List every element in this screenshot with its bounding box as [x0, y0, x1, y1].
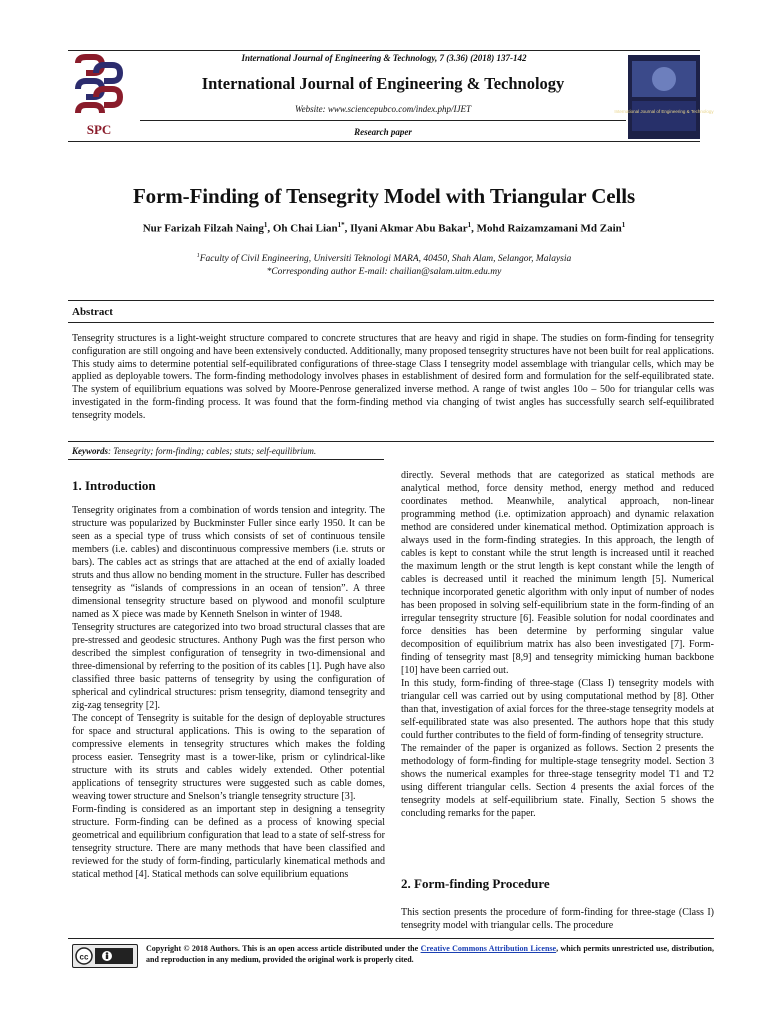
right-column	[401, 469, 714, 820]
spc-logo-icon	[68, 55, 130, 137]
abstract-heading: Abstract	[72, 306, 113, 318]
paragraph: This section presents the procedure of form-finding for three-stage (Class I) tensegrity model with triangular cells. The procedure	[401, 907, 714, 931]
license-link[interactable]: Creative Commons Attribution License	[420, 944, 557, 953]
keywords-bottom-rule	[68, 459, 384, 460]
keywords-text: : Tensegrity; form-finding; cables; stuts; self-equilibrium.	[108, 446, 317, 456]
affiliation: $^1$Faculty of Civil Engineering, Universiti Teknologi MARA, 40450, Shah Alam, Selangor, Malaysia *Corresponding author E-mail: chailian@salam.uitm.edu.my	[0, 250, 768, 279]
author-list: Nur Farizah Filzah Naing$^1$, Oh Chai Lian$^{1*}$, Ilyani Akmar Abu Bakar$^1$, Mohd Raizamzamani Md Zain$^1$	[142, 221, 626, 235]
cc-by-license-icon[interactable]	[72, 944, 138, 968]
journal-citation: International Journal of Engineering & Technology, 7 (3.36) (2018) 137-142	[241, 53, 527, 63]
header-inner-rule	[140, 120, 626, 121]
svg-text:SPC: SPC	[86, 122, 112, 137]
affiliation-text: Faculty of Civil Engineering, Universiti Teknologi MARA, 40450, Shah Alam, Selangor, Malaysia	[199, 254, 572, 265]
author-name: Mohd Raizamzamani Md Zain	[476, 222, 622, 235]
paragraph: Tensegrity originates from a combination of words tension and integrity. The structure was popularized by Buckminster Fuller since early 1950. It can be seen as a special type of truss which consists of set of continuous tensile members (i.e. cables) and discontinuous compressive members (i.e. struts or bars). The cables act as strings that are attached at the end of axially loaded struts and thus allow no bending moment in the structure. Fuller has described tensegrity as “islands of compressions in an ocean of tension”. A three dimensional tensegrity structure based on plywood and monofil sculpture named as X piece was made by Kenneth Snelson in winter of 1948.	[72, 505, 385, 620]
keywords-top-rule	[68, 441, 714, 442]
keywords	[72, 446, 714, 456]
svg-text:cc: cc	[79, 952, 89, 962]
paragraph: directly. Several methods that are categorized as statical methods are analytical method, force density method, energy method and reduced coordinates method. Meanwhile, analytical approach, non-linear programming method (i.e. optimization approach) and dynamic relaxation method are considered under kinematical method. Optimization approach is always used in the form-finding strategies. In this approach, the length of cables is kept to constant while the strut length is increased until it reached the maximum length or the strut length is kept constant while the length of cables is decreased until it reached the minimum length [5]. Numerical technique incorporated genetic algorithm with only input of number of nodes has been proposed in solving self-equilibrium state in the form-finding of an irregular tensegrity structure [6]. Feasible solution for nodal coordinates and force densities has been determine by performing singular value decomposition of equilibrium matrix has also been investigated [7]. Form-finding of tensegrity mast [8,9] and tensegrity mimicking human backbone [10] have been carried out.	[401, 470, 714, 676]
paragraph: The concept of Tensegrity is suitable for the design of deployable structures for space and structural applications. This is owing to the separation of compressive elements in tensegrity structures which makes the folding process easier. Tensegrity mast is a tower-like, prism or cylindrical-like structure with its struts and cables widely extended. Other potential applications of tensegrity structures were suggested such as cable domes, weaving tower structure and Snelson’s triangle tensegrity structure [3].	[72, 713, 385, 802]
author-name: Ilyani Akmar Abu Bakar	[350, 222, 468, 235]
paragraph: The remainder of the paper is organized as follows. Section 2 presents the methodology of form-finding for multiple-stage tensegrity model. Section 3 shows the numerical examples for three-stage tensegrity model T1 and T2 using different triangular cells. Section 4 presents the axial forces of the tensegrity models at self-equilibrium state. Finally, Section 5 shows the concluding remarks for the paper.	[401, 743, 714, 819]
abstract-text: Tensegrity structures is a light-weight structure compared to concrete structures that are heavy and rigid in shape. The studies on form-finding for tensegrity configuration are still ongoing and have been extensively conducted. Additionally, many proposed tensegrity structures have not been built for real applications. This study aims to determine potential self-equilibrated configurations of three-stage Class I tensegrity model assemblage with triangular cells, which may be applied as deployable towers. The form-finding methodology involves phases in establishment of desired form and formulation for the self-equilibrated state. The system of equilibrium equations was solved by Moore-Penrose generalized inverse method. A range of twist angles 10o – 50o for triangular cells was investigated in the form-finding process. It was found that the form-finding method via changing of twist angles has successfully search self-equilibrated tensegrity models.	[72, 333, 714, 421]
keywords-label: Keywords	[72, 446, 108, 456]
svg-text:International Journal of Engin: International Journal of Engineering & Technology	[614, 109, 714, 114]
author-name: Nur Farizah Filzah Naing	[142, 222, 264, 235]
section2-paragraph	[401, 906, 714, 932]
journal-website[interactable]: Website: www.sciencepubco.com/index.php/IJET	[295, 104, 471, 114]
paper-title: Form-Finding of Tensegrity Model with Triangular Cells	[132, 184, 636, 208]
paragraph: In this study, form-finding of three-stage (Class I) tensegrity models with triangular cell was carried out by using computational method by [8]. Other than that, investigation of axial forces for the three-stage tensegrity models at self-equilibrated state was also presented. The authors hope that this study could further contributes to the field of form-finding of tensegrity structure.	[401, 678, 714, 741]
journal-title: International Journal of Engineering & Technology	[201, 74, 565, 93]
top-rule	[68, 50, 700, 51]
copyright-notice: Copyright © 2018 Authors. This is an open access article distributed under the Creative Commons Attribution License, which permits unrestricted use, distribution, and reproduction in any medium, provided the original work is properly cited.	[146, 944, 714, 964]
left-column	[72, 504, 385, 881]
abstract-head-rule	[68, 322, 714, 323]
header-bottom-rule	[68, 141, 700, 142]
paragraph: Tensegrity structures are categorized into two broad structural classes that are pre-stressed and geodesic structures. Anthony Pugh was the first person who described the simplest configuration of tensegrity in two-dimensional and three-dimensional by referring to the position of its cables [1]. Pugh have also classified three basic patterns of tensegrity by using the configuration of spherical and cylindrical structures: prism tensegrity, diamond tensegrity and zig-zag tensegrity [2].	[72, 622, 385, 711]
author-name: Oh Chai Lian	[272, 222, 338, 235]
journal-cover-image	[614, 55, 714, 139]
footer-rule	[68, 938, 714, 939]
publisher-logo	[68, 55, 130, 137]
paragraph: Form-finding is considered as an important step in designing a tensegrity structure. Form-finding can be defined as a process of knowing special geometrical and equilibrium configuration that lead to a state of self-stress for tensegrity structure. There are many methods that have been classified and reviewed for the study of form-finding, particularly kinematical methods and statical method [4]. Statical methods can solve equilibrium equations	[72, 804, 385, 880]
paper-type: Research paper	[354, 127, 412, 137]
section-heading-introduction: 1. Introduction	[72, 478, 156, 493]
section-heading-form-finding: 2. Form-finding Procedure	[401, 876, 550, 891]
abstract-top-rule	[68, 300, 714, 301]
corresponding-author: *Corresponding author E-mail: chailian@salam.uitm.edu.my	[266, 267, 502, 278]
